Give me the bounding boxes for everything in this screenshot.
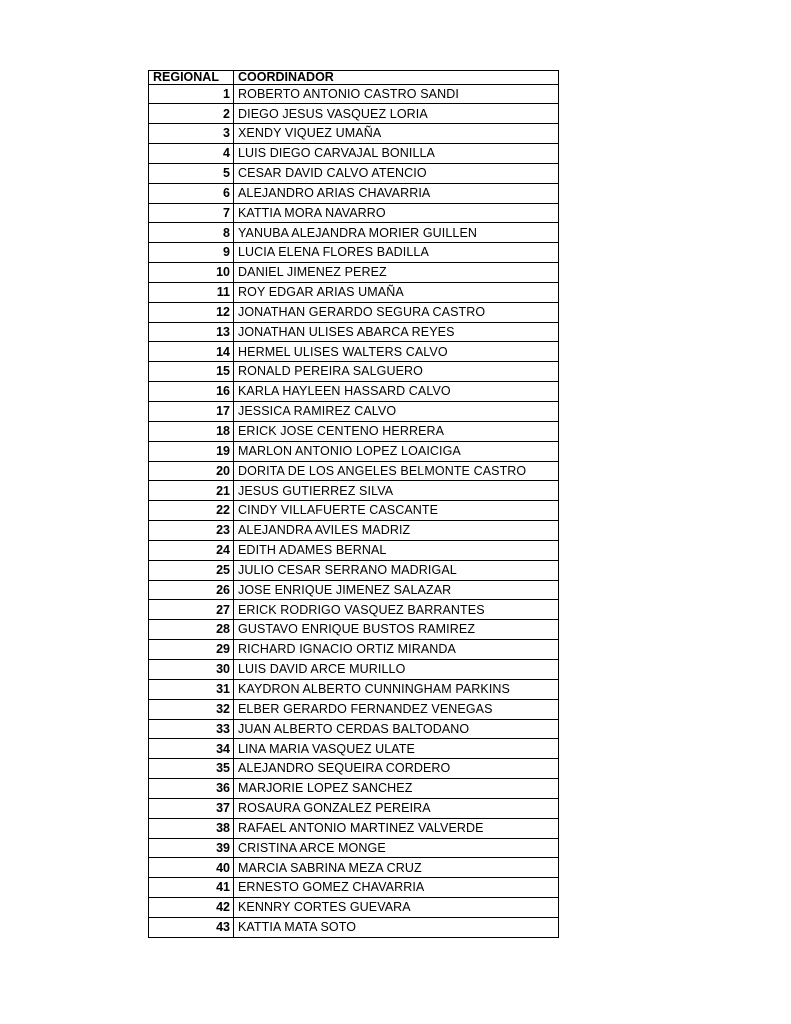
regional-cell: 10: [149, 263, 234, 283]
regional-cell: 43: [149, 917, 234, 937]
regional-cell: 24: [149, 540, 234, 560]
regional-cell: 29: [149, 640, 234, 660]
header-regional: REGIONAL: [149, 71, 234, 85]
coordinador-cell: YANUBA ALEJANDRA MORIER GUILLEN: [234, 223, 559, 243]
regional-cell: 23: [149, 521, 234, 541]
regional-cell: 3: [149, 124, 234, 144]
coordinador-cell: XENDY VIQUEZ UMAÑA: [234, 124, 559, 144]
regional-cell: 4: [149, 144, 234, 164]
coordinador-cell: DANIEL JIMENEZ PEREZ: [234, 263, 559, 283]
regional-cell: 30: [149, 659, 234, 679]
table-row: [149, 858, 559, 878]
coordinador-cell: JONATHAN GERARDO SEGURA CASTRO: [234, 302, 559, 322]
regional-cell: 28: [149, 620, 234, 640]
coordinador-cell: RONALD PEREIRA SALGUERO: [234, 362, 559, 382]
regional-cell: 21: [149, 481, 234, 501]
regional-cell: 2: [149, 104, 234, 124]
coordinador-cell: DIEGO JESUS VASQUEZ LORIA: [234, 104, 559, 124]
coordinador-cell: ROSAURA GONZALEZ PEREIRA: [234, 798, 559, 818]
coordinador-cell: JESUS GUTIERREZ SILVA: [234, 481, 559, 501]
table-row: [149, 144, 559, 164]
regional-cell: 41: [149, 878, 234, 898]
coordinador-cell: CINDY VILLAFUERTE CASCANTE: [234, 501, 559, 521]
regional-cell: 38: [149, 818, 234, 838]
regional-cell: 9: [149, 243, 234, 263]
coordinador-cell: KATTIA MORA NAVARRO: [234, 203, 559, 223]
table-row: [149, 124, 559, 144]
table-row: [149, 223, 559, 243]
table-row: [149, 282, 559, 302]
coordinador-cell: DORITA DE LOS ANGELES BELMONTE CASTRO: [234, 461, 559, 481]
coordinador-cell: ALEJANDRA AVILES MADRIZ: [234, 521, 559, 541]
regional-cell: 35: [149, 759, 234, 779]
regional-cell: 16: [149, 382, 234, 402]
coordinador-cell: LUIS DAVID ARCE MURILLO: [234, 659, 559, 679]
coordinador-cell: KENNRY CORTES GUEVARA: [234, 898, 559, 918]
coordinador-cell: CRISTINA ARCE MONGE: [234, 838, 559, 858]
regional-cell: 5: [149, 163, 234, 183]
regional-cell: 6: [149, 183, 234, 203]
regional-cell: 12: [149, 302, 234, 322]
table-row: [149, 659, 559, 679]
regional-cell: 32: [149, 699, 234, 719]
coordinador-cell: RAFAEL ANTONIO MARTINEZ VALVERDE: [234, 818, 559, 838]
regional-cell: 26: [149, 580, 234, 600]
coordinador-cell: ERNESTO GOMEZ CHAVARRIA: [234, 878, 559, 898]
table-row: [149, 322, 559, 342]
table-row: [149, 620, 559, 640]
regional-cell: 40: [149, 858, 234, 878]
table-row: [149, 243, 559, 263]
regional-cell: 20: [149, 461, 234, 481]
regional-cell: 18: [149, 421, 234, 441]
coordinador-cell: LUIS DIEGO CARVAJAL BONILLA: [234, 144, 559, 164]
coordinador-cell: ERICK JOSE CENTENO HERRERA: [234, 421, 559, 441]
coordinador-cell: JOSE ENRIQUE JIMENEZ SALAZAR: [234, 580, 559, 600]
coordinador-cell: KAYDRON ALBERTO CUNNINGHAM PARKINS: [234, 679, 559, 699]
table-row: [149, 402, 559, 422]
coordinador-cell: GUSTAVO ENRIQUE BUSTOS RAMIREZ: [234, 620, 559, 640]
coordinators-table: [148, 70, 559, 938]
table-row: [149, 878, 559, 898]
regional-cell: 7: [149, 203, 234, 223]
coordinador-cell: CESAR DAVID CALVO ATENCIO: [234, 163, 559, 183]
coordinador-cell: MARCIA SABRINA MEZA CRUZ: [234, 858, 559, 878]
table-row: [149, 501, 559, 521]
coordinador-cell: JESSICA RAMIREZ CALVO: [234, 402, 559, 422]
table-row: [149, 779, 559, 799]
coordinador-cell: ALEJANDRO SEQUEIRA CORDERO: [234, 759, 559, 779]
regional-cell: 39: [149, 838, 234, 858]
table-row: [149, 382, 559, 402]
regional-cell: 22: [149, 501, 234, 521]
table-row: [149, 679, 559, 699]
coordinador-cell: HERMEL ULISES WALTERS CALVO: [234, 342, 559, 362]
table-row: [149, 540, 559, 560]
coordinador-cell: JULIO CESAR SERRANO MADRIGAL: [234, 560, 559, 580]
table-row: [149, 699, 559, 719]
table-row: [149, 898, 559, 918]
coordinador-cell: ELBER GERARDO FERNANDEZ VENEGAS: [234, 699, 559, 719]
coordinador-cell: KATTIA MATA SOTO: [234, 917, 559, 937]
regional-cell: 31: [149, 679, 234, 699]
regional-cell: 1: [149, 84, 234, 104]
regional-cell: 42: [149, 898, 234, 918]
regional-cell: 33: [149, 719, 234, 739]
table-row: [149, 302, 559, 322]
coordinador-cell: LINA MARIA VASQUEZ ULATE: [234, 739, 559, 759]
coordinador-cell: JONATHAN ULISES ABARCA REYES: [234, 322, 559, 342]
regional-cell: 34: [149, 739, 234, 759]
table-row: [149, 441, 559, 461]
table-row: [149, 600, 559, 620]
coordinador-cell: ALEJANDRO ARIAS CHAVARRIA: [234, 183, 559, 203]
regional-cell: 27: [149, 600, 234, 620]
table-row: [149, 203, 559, 223]
header-coordinador: COORDINADOR: [234, 71, 559, 85]
table-row: [149, 560, 559, 580]
regional-cell: 25: [149, 560, 234, 580]
coordinador-cell: MARLON ANTONIO LOPEZ LOAICIGA: [234, 441, 559, 461]
regional-cell: 17: [149, 402, 234, 422]
regional-cell: 11: [149, 282, 234, 302]
table-row: [149, 481, 559, 501]
table-row: [149, 84, 559, 104]
regional-cell: 36: [149, 779, 234, 799]
table-row: [149, 640, 559, 660]
coordinador-cell: ROBERTO ANTONIO CASTRO SANDI: [234, 84, 559, 104]
coordinador-cell: ERICK RODRIGO VASQUEZ BARRANTES: [234, 600, 559, 620]
table-row: [149, 798, 559, 818]
coordinador-cell: ROY EDGAR ARIAS UMAÑA: [234, 282, 559, 302]
table-row: [149, 917, 559, 937]
coordinador-cell: LUCIA ELENA FLORES BADILLA: [234, 243, 559, 263]
table-row: [149, 838, 559, 858]
regional-cell: 37: [149, 798, 234, 818]
table-row: [149, 263, 559, 283]
table-row: [149, 719, 559, 739]
regional-cell: 15: [149, 362, 234, 382]
regional-cell: 19: [149, 441, 234, 461]
table-row: [149, 421, 559, 441]
table-row: [149, 580, 559, 600]
table-row: [149, 104, 559, 124]
coordinador-cell: RICHARD IGNACIO ORTIZ MIRANDA: [234, 640, 559, 660]
table-row: [149, 183, 559, 203]
regional-cell: 8: [149, 223, 234, 243]
table-row: [149, 521, 559, 541]
coordinador-cell: KARLA HAYLEEN HASSARD CALVO: [234, 382, 559, 402]
table-row: [149, 818, 559, 838]
regional-cell: 14: [149, 342, 234, 362]
table-row: [149, 362, 559, 382]
table-row: [149, 342, 559, 362]
table-row: [149, 739, 559, 759]
coordinador-cell: JUAN ALBERTO CERDAS BALTODANO: [234, 719, 559, 739]
table-row: [149, 163, 559, 183]
regional-cell: 13: [149, 322, 234, 342]
coordinador-cell: MARJORIE LOPEZ SANCHEZ: [234, 779, 559, 799]
header-row: [149, 71, 559, 85]
table-row: [149, 461, 559, 481]
coordinador-cell: EDITH ADAMES BERNAL: [234, 540, 559, 560]
table-row: [149, 759, 559, 779]
